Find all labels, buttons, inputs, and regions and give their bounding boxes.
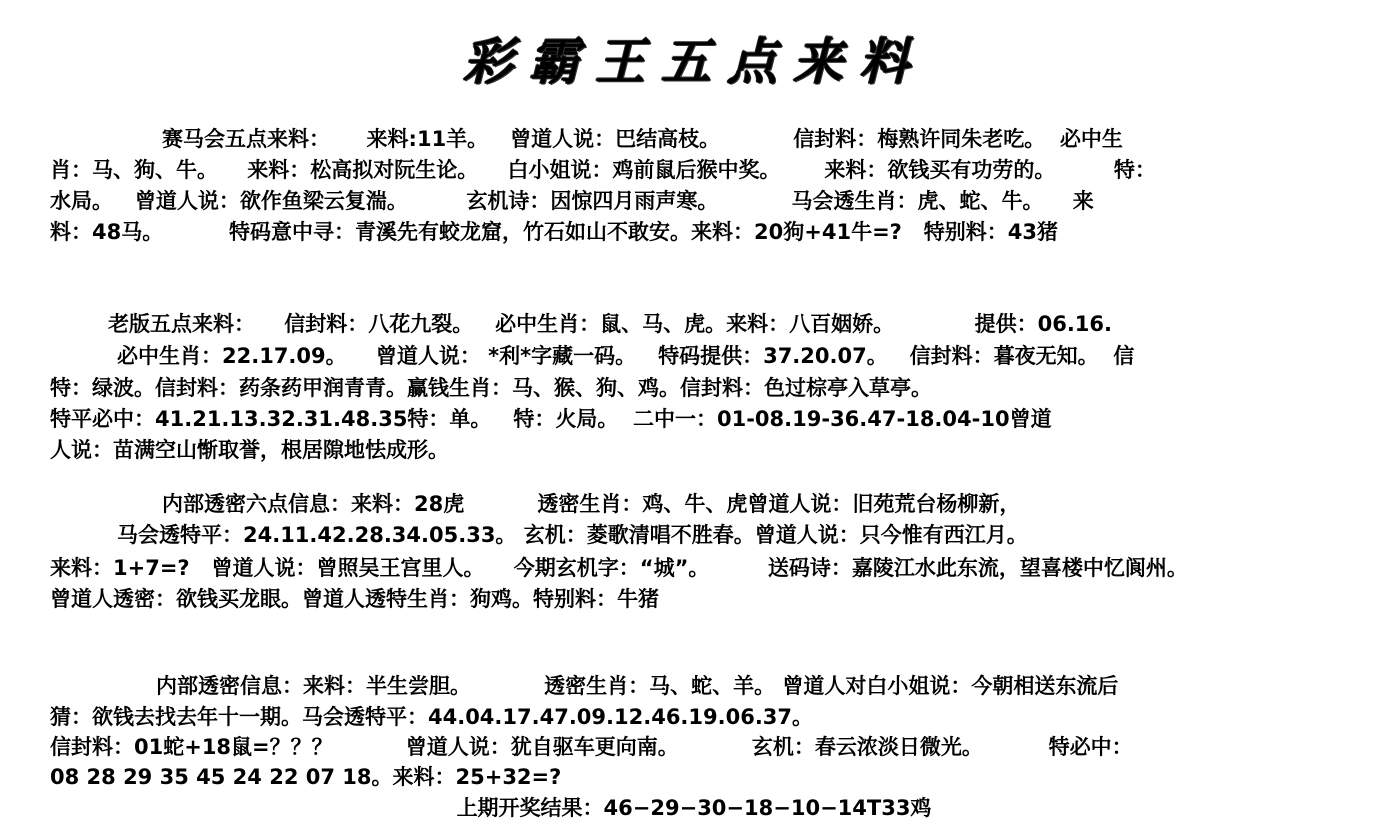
section-1-line-1: 赛马会五点来料： 来料:11羊。 曾道人说：巴结高枝。 信封料：梅熟许同朱老吃。 必中生 (162, 127, 1123, 151)
section-1-line-4: 料：48马。 特码意中寻：青溪先有蛟龙窟，竹石如山不敢安。来料：20狗+41牛=? 特别料：43猪 (50, 220, 1058, 244)
section-4-line-2: 猜：欲钱去找去年十一期。马会透特平：44.04.17.47.09.12.46.19.06.37。 (50, 705, 814, 729)
last-draw-result: 上期开奖结果：46−29−30−18−10−14T33鸡 (456, 796, 932, 820)
section-4-line-1: 内部透密信息：来料：半生尝胆。 透密生肖：马、蛇、羊。 曾道人对白小姐说：今朝相送东流后 (156, 674, 1119, 698)
section-2-line-1: 老版五点来料： 信封料：八花九裂。 必中生肖：鼠、马、虎。来料：八百姻娇。 提供：06.16. (108, 312, 1112, 336)
section-1-line-2: 肖：马、狗、牛。 来料：松高拟对阮生论。 白小姐说：鸡前鼠后猴中奖。 来料：欲钱买有功劳的。 特： (50, 158, 1156, 182)
section-2-line-2: 必中生肖：22.17.09。 曾道人说： *利*字藏一码。 特码提供：37.20.07。 信封料：暮夜无知。 信 (117, 344, 1135, 368)
section-3-line-3: 来料：1+7=? 曾道人说：曾照吴王宫里人。 今期玄机字：“城”。 送码诗：嘉陵江水此东流，望喜楼中忆阆州。 (50, 556, 1188, 580)
section-2-line-4: 特平必中：41.21.13.32.31.48.35特：单。 特：火局。 二中一：01-08.19-36.47-18.04-10曾道 (50, 407, 1052, 431)
section-1-line-3: 水局。 曾道人说：欲作鱼梁云复湍。 玄机诗：因惊四月雨声寒。 马会透生肖：虎、蛇、牛。 来 (50, 189, 1094, 213)
section-3-line-4: 曾道人透密：欲钱买龙眼。曾道人透特生肖：狗鸡。特别料：牛猪 (50, 587, 659, 611)
section-2-line-3: 特：绿波。信封料：药条药甲润青青。赢钱生肖：马、猴、狗、鸡。信封料：色过棕亭入草亭。 (50, 376, 932, 400)
section-2-line-5: 人说：苗满空山惭取誉，根居隙地怯成形。 (50, 438, 449, 462)
section-4-line-3: 信封料：01蛇+18鼠=？？？ 曾道人说：犹自驱车更向南。 玄机：春云浓淡日微光。 特必中： (50, 735, 1133, 759)
section-3-line-2: 马会透特平：24.11.42.28.34.05.33。 玄机：菱歌清唱不胜春。曾道人说：只今惟有西江月。 (117, 523, 1028, 547)
section-4-line-4: 08 28 29 35 45 24 22 07 18。来料：25+32=? (50, 765, 562, 789)
page-title: 彩霸王五点来料 (463, 32, 925, 91)
section-3-line-1: 内部透密六点信息：来料：28虎 透密生肖：鸡、牛、虎曾道人说：旧苑荒台杨柳新， (162, 492, 1021, 516)
